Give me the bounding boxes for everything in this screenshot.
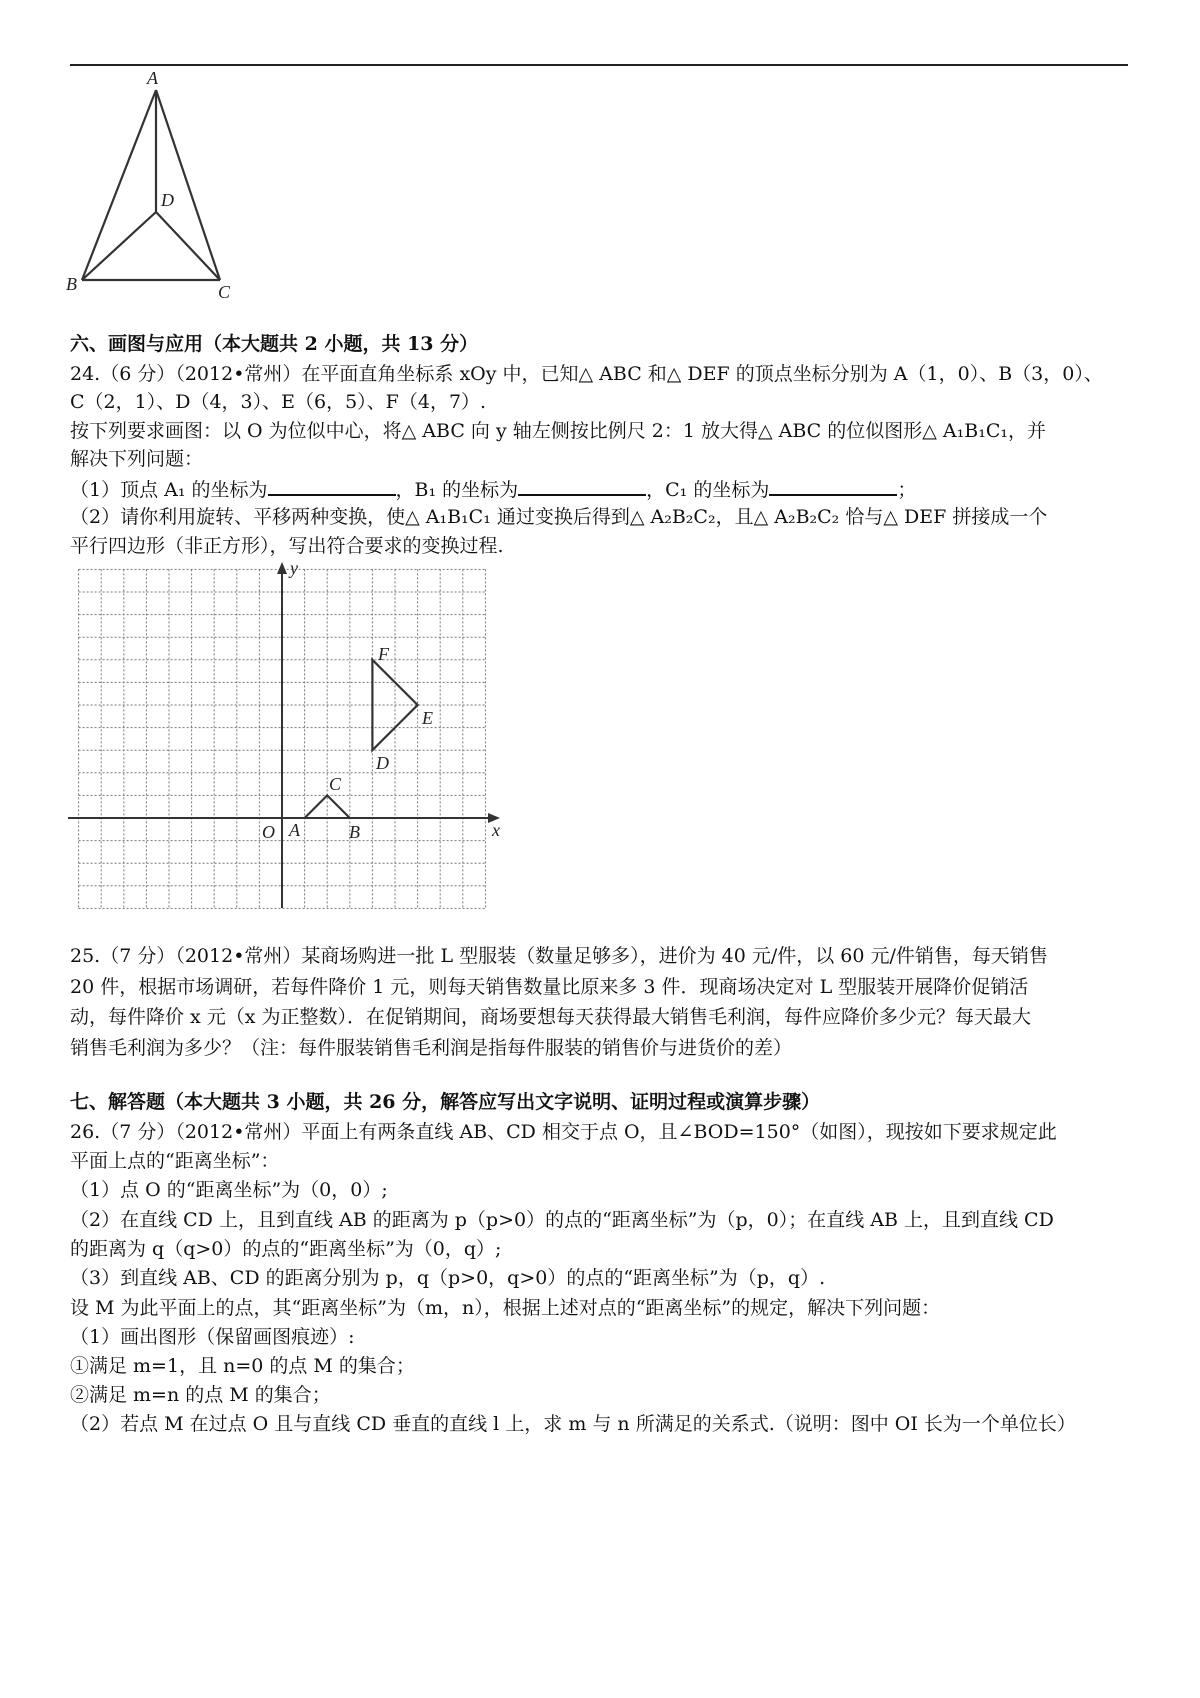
- q25-line2: 20 件，根据市场调研，若每件降价 1 元，则每天销售数量比原来多 3 件．现商场决定对 L 型服装开展降价促销活: [70, 976, 1029, 998]
- label-c: C: [218, 282, 231, 302]
- q24-part1-a: （1）顶点 A₁ 的坐标为: [70, 479, 268, 501]
- axis-label-y: y: [290, 558, 298, 578]
- q26-line5: 的距离为 q（q>0）的点的“距离坐标”为（0，q）;: [70, 1238, 502, 1260]
- q25-line1: 25.（7 分）（2012•常州）某商场购进一批 L 型服装（数量足够多），进价为 40 元/件，以 60 元/件销售，每天销售: [70, 945, 1048, 967]
- segment-ac: [156, 90, 220, 280]
- y-axis-arrow: [277, 562, 287, 574]
- segment-ab: [82, 90, 156, 280]
- q26-line7: 设 M 为此平面上的点，其“距离坐标”为（m，n），根据上述对点的“距离坐标”的规定，解决下列问题：: [70, 1297, 941, 1319]
- q24-line7: 平行四边形（非正方形），写出符合要求的变换过程.: [70, 535, 504, 557]
- q26-line6: （3）到直线 AB、CD 的距离分别为 p，q（p>0，q>0）的点的“距离坐标”为（p，q）.: [70, 1267, 826, 1289]
- segment-bd: [82, 212, 156, 280]
- q26-line8: （1）画出图形（保留画图痕迹）:: [70, 1326, 355, 1348]
- q26-line4: （2）在直线 CD 上，且到直线 AB 的距离为 p（p>0）的点的“距离坐标”为（p，0）；在直线 AB 上，且到直线 CD: [70, 1209, 1054, 1231]
- top-rule: [70, 64, 1128, 66]
- q24-line2: C（2，1）、D（4，3）、E（6，5）、F（4，7）.: [70, 391, 487, 413]
- label-point-e: E: [422, 708, 433, 728]
- q26-line2: 平面上点的“距离坐标”：: [70, 1150, 280, 1172]
- label-point-c: C: [329, 774, 342, 794]
- q25-line3: 动，每件降价 x 元（x 为正整数）．在促销期间，商场要想每天获得最大销售毛利润，每件应降价多少元？每天最大: [70, 1006, 1032, 1028]
- q24-part1: [70, 476, 916, 502]
- label-d: D: [161, 190, 174, 210]
- label-point-f: F: [378, 644, 389, 664]
- q26-line10: ②满足 m=n 的点 M 的集合；: [70, 1384, 331, 1406]
- axis-label-x: x: [492, 820, 500, 840]
- q25-line4: 销售毛利润为多少？（注：每件服装销售毛利润是指每件服装的销售价与进货价的差）: [70, 1037, 793, 1059]
- triangle-figure: [60, 68, 260, 328]
- label-point-a: A: [289, 820, 300, 840]
- label-point-d: D: [376, 753, 389, 773]
- q24-part1-c: ，C₁ 的坐标为: [646, 479, 770, 501]
- section6-heading: 六、画图与应用（本大题共 2 小题，共 13 分）: [70, 333, 479, 355]
- q24-part1-d: ；: [897, 479, 917, 501]
- section7-heading: 七、解答题（本大题共 3 小题，共 26 分，解答应写出文字说明、证明过程或演算步骤）: [70, 1091, 821, 1113]
- q26-line3: （1）点 O 的“距离坐标”为（0，0）;: [70, 1179, 388, 1201]
- label-origin: O: [262, 822, 275, 842]
- label-b: B: [66, 274, 77, 294]
- label-a: A: [147, 68, 158, 88]
- q26-line11: （2）若点 M 在过点 O 且与直线 CD 垂直的直线 l 上，求 m 与 n 所满足的关系式.（说明：图中 OI 长为一个单位长）: [70, 1413, 1076, 1435]
- q24-line1: 24.（6 分）（2012•常州）在平面直角坐标系 xOy 中，已知△ ABC 和△ DEF 的顶点坐标分别为 A（1，0）、B（3，0）、: [70, 363, 1103, 385]
- answer-blank-c1[interactable]: [769, 476, 897, 496]
- segment-cd: [156, 212, 220, 280]
- q26-line1: 26.（7 分）（2012•常州）平面上有两条直线 AB、CD 相交于点 O，且∠BOD=150°（如图），现按如下要求规定此: [70, 1121, 1057, 1143]
- q26-line9: ①满足 m=1，且 n=0 的点 M 的集合；: [70, 1355, 415, 1377]
- q24-line4: 解决下列问题：: [70, 448, 204, 470]
- q24-line6: （2）请你利用旋转、平移两种变换，使△ A₁B₁C₁ 通过变换后得到△ A₂B₂C₂，且△ A₂B₂C₂ 恰与△ DEF 拼接成一个: [70, 506, 1048, 528]
- answer-blank-a1[interactable]: [268, 476, 396, 496]
- q24-part1-b: ，B₁ 的坐标为: [395, 479, 519, 501]
- answer-blank-b1[interactable]: [518, 476, 646, 496]
- q24-line3: 按下列要求画图：以 O 为位似中心，将△ ABC 向 y 轴左侧按比例尺 2：1 放大得△ ABC 的位似图形△ A₁B₁C₁，并: [70, 420, 1046, 442]
- label-point-b: B: [349, 822, 360, 842]
- coordinate-grid-figure: [60, 556, 520, 916]
